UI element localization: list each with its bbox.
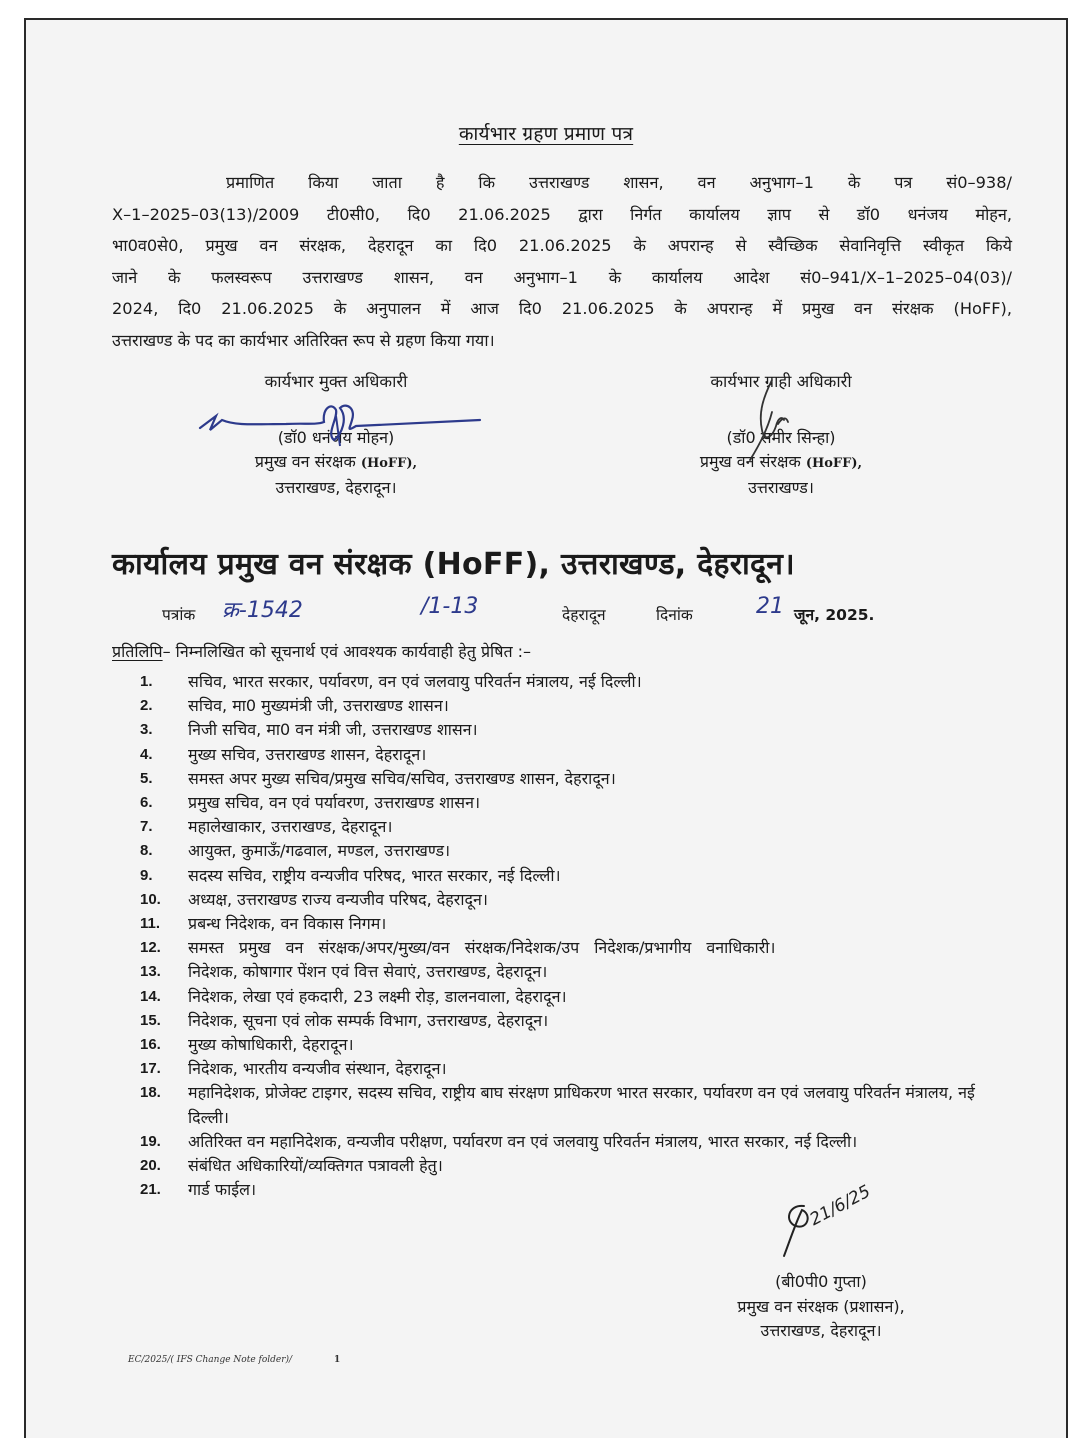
body-line: जाने के फलस्वरूप उत्तराखण्ड शासन, वन अनुभाग–1 के कार्यालय आदेश सं0–941/X–1–2025–04(03)/	[112, 267, 1012, 287]
item-number: 9.	[140, 866, 153, 884]
copy-to-label: प्रतिलिपि	[112, 642, 163, 661]
list-item	[140, 1033, 980, 1057]
receiving-officer-name: (डॉ0 समीर सिन्हा)	[726, 428, 836, 447]
item-text: गार्ड फाईल।	[188, 1180, 257, 1200]
list-item	[140, 936, 980, 960]
list-item	[140, 985, 980, 1009]
item-text: महालेखाकार, उत्तराखण्ड, देहरादून।	[188, 817, 393, 837]
item-number: 7.	[140, 818, 153, 836]
item-number: 16.	[140, 1036, 161, 1054]
certificate-title: कार्यभार ग्रहण प्रमाण पत्र	[458, 123, 634, 145]
item-number: 8.	[140, 842, 153, 860]
relieved-officer-heading: कार्यभार मुक्त अधिकारी	[264, 372, 408, 391]
list-item	[140, 888, 980, 912]
item-number: 17.	[140, 1060, 161, 1078]
item-text: निदेशक, कोषागार पेंशन एवं वित्त सेवाएं, उत्तराखण्ड, देहरादून।	[188, 962, 548, 982]
list-item	[140, 767, 980, 791]
item-text: सदस्य सचिव, राष्ट्रीय वन्यजीव परिषद, भारत सरकार, नई दिल्ली।	[188, 865, 561, 885]
item-number: 4.	[140, 745, 153, 763]
item-number: 14.	[140, 987, 161, 1005]
item-number: 10.	[140, 890, 161, 908]
item-text: सचिव, मा0 मुख्यमंत्री जी, उत्तराखण्ड शासन।	[188, 696, 449, 716]
list-item	[140, 743, 980, 767]
signature-dhananjay-mohan	[196, 398, 486, 448]
list-item	[140, 839, 980, 863]
list-item	[140, 864, 980, 888]
copy-to-text: – निम्नलिखित को सूचनार्थ एवं आवश्यक कार्यवाही हेतु प्रेषित :–	[162, 642, 532, 661]
item-number: 13.	[140, 963, 161, 981]
signatory-location: उत्तराखण्ड, देहरादून।	[760, 1321, 882, 1340]
item-number: 5.	[140, 769, 153, 787]
item-text: निदेशक, भारतीय वन्यजीव संस्थान, देहरादून।	[188, 1059, 447, 1079]
item-number: 20.	[140, 1157, 161, 1175]
document-page	[24, 18, 1068, 1438]
item-text: निजी सचिव, मा0 वन मंत्री जी, उत्तराखण्ड शासन।	[188, 720, 478, 740]
list-item	[140, 670, 980, 694]
signatory-block	[696, 1270, 946, 1344]
item-number: 1.	[140, 673, 153, 690]
list-item	[140, 815, 980, 839]
item-number: 12.	[140, 939, 161, 957]
footer-page-number: 1	[334, 1355, 341, 1365]
list-item	[140, 960, 980, 984]
item-text: निदेशक, लेखा एवं हकदारी, 23 लक्ष्मी रोड़, डालनवाला, देहरादून।	[188, 986, 567, 1006]
item-text: संबंधित अधिकारियों/व्यक्तिगत पत्रावली हेतु।	[188, 1156, 443, 1176]
reference-file: /1-13	[421, 594, 479, 619]
item-number: 3.	[140, 721, 153, 739]
item-text: सचिव, भारत सरकार, पर्यावरण, वन एवं जलवायु परिवर्तन मंत्रालय, नई दिल्ली।	[188, 672, 642, 691]
item-text: मुख्य सचिव, उत्तराखण्ड शासन, देहरादून।	[188, 744, 427, 764]
item-text: निदेशक, सूचना एवं लोक सम्पर्क विभाग, उत्तराखण्ड, देहरादून।	[188, 1010, 549, 1030]
relieved-officer-location: उत्तराखण्ड, देहरादून।	[275, 478, 397, 497]
signatory-designation: प्रमुख वन संरक्षक (प्रशासन),	[737, 1296, 905, 1316]
item-text: अध्यक्ष, उत्तराखण्ड राज्य वन्यजीव परिषद, देहरादून।	[188, 889, 488, 909]
relieved-officer-name: (डॉ0 धनंजय मोहन)	[277, 428, 395, 447]
reference-label: पत्रांक	[162, 606, 196, 624]
list-item	[140, 791, 980, 815]
reference-number: क्र-1542	[222, 598, 303, 623]
certificate-body	[112, 167, 1012, 356]
item-number: 11.	[140, 915, 161, 933]
signature-sameer-sinha	[742, 372, 812, 462]
reference-month-year: जून, 2025.	[794, 606, 875, 624]
item-text: प्रमुख सचिव, वन एवं पर्यावरण, उत्तराखण्ड शासन।	[188, 793, 481, 813]
item-number: 15.	[140, 1011, 161, 1029]
item-number: 6.	[140, 794, 153, 812]
list-item	[140, 1009, 980, 1033]
item-number: 2.	[140, 697, 153, 715]
body-line: भा0व0से0, प्रमुख वन संरक्षक, देहरादून का दि0 21.06.2025 के अपरान्ह से स्वैच्छिक सेवानिवृत्ति स्वीकृत किये	[112, 236, 1012, 255]
body-line: 2024, दि0 21.06.2025 के अनुपालन में आज दि0 21.06.2025 के अपरान्ह में प्रमुख वन संरक्षक (HoFF),	[112, 299, 1012, 318]
reference-place: देहरादून	[562, 606, 606, 624]
list-item	[140, 1081, 980, 1129]
list-item	[140, 694, 980, 718]
copy-to-intro	[112, 640, 531, 662]
reference-date-label: दिनांक	[656, 606, 693, 624]
footer-path: EC/2025/( IFS Change Note folder)/	[128, 1355, 293, 1365]
designation-text: प्रमुख वन संरक्षक	[699, 452, 801, 471]
copy-to-list	[140, 670, 980, 1202]
item-text: प्रबन्ध निदेशक, वन विकास निगम।	[188, 914, 387, 934]
item-text: महानिदेशक, प्रोजेक्ट टाइगर, सदस्य सचिव, राष्ट्रीय बाघ संरक्षण प्राधिकरण भारत सरकार, पर्यावरण वन एवं जलवायु परिवर्तन मंत्रालय, नई दिल्ली।	[188, 1083, 975, 1127]
designation-code: (HoFF),	[805, 456, 863, 471]
item-number: 21.	[140, 1181, 161, 1199]
item-number: 18.	[140, 1084, 161, 1102]
signature-date: 21/6/25	[806, 1181, 874, 1230]
designation-text: प्रमुख वन संरक्षक	[254, 452, 356, 471]
item-number: 19.	[140, 1132, 161, 1150]
designation-code: (HoFF),	[360, 456, 418, 471]
relieved-officer-block	[186, 370, 486, 500]
list-item	[140, 912, 980, 936]
reference-day: 21	[756, 594, 784, 619]
receiving-officer-block	[646, 370, 916, 500]
item-text: समस्त अपर मुख्य सचिव/प्रमुख सचिव/सचिव, उत्तराखण्ड शासन, देहरादून।	[188, 768, 616, 788]
relieved-officer-designation	[186, 450, 486, 476]
list-item	[140, 1154, 980, 1178]
receiving-officer-location: उत्तराखण्ड।	[748, 478, 814, 497]
receiving-officer-heading: कार्यभार ग्राही अधिकारी	[710, 372, 852, 391]
body-line: प्रमाणित किया जाता है कि उत्तराखण्ड शासन, वन अनुभाग–1 के पत्र सं0–938/	[226, 173, 1012, 192]
list-item	[140, 718, 980, 742]
list-item	[140, 1057, 980, 1081]
item-text: मुख्य कोषाधिकारी, देहरादून।	[188, 1035, 354, 1055]
list-item	[140, 1130, 980, 1154]
body-line: X–1–2025–03(13)/2009 टी0सी0, दि0 21.06.2025 द्वारा निर्गत कार्यालय ज्ञाप से डॉ0 धनंजय मोहन,	[112, 204, 1012, 224]
item-text: अतिरिक्त वन महानिदेशक, वन्यजीव परीक्षण, पर्यावरण वन एवं जलवायु परिवर्तन मंत्रालय, भारत सरकार, नई दिल्ली।	[188, 1131, 858, 1151]
signatory-name: (बी0पी0 गुप्ता)	[775, 1272, 867, 1291]
item-text: समस्त प्रमुख वन संरक्षक/अपर/मुख्य/वन संरक्षक/निदेशक/उप निदेशक/प्रभागीय वनाधिकारी।	[188, 938, 776, 958]
body-line: उत्तराखण्ड के पद का कार्यभार अतिरिक्त रूप से ग्रहण किया गया।	[112, 330, 495, 350]
office-heading: कार्यालय प्रमुख वन संरक्षक (HoFF), उत्तराखण्ड, देहरादून।	[112, 547, 795, 582]
item-text: आयुक्त, कुमाऊँ/गढवाल, मण्डल, उत्तराखण्ड।	[188, 841, 451, 861]
